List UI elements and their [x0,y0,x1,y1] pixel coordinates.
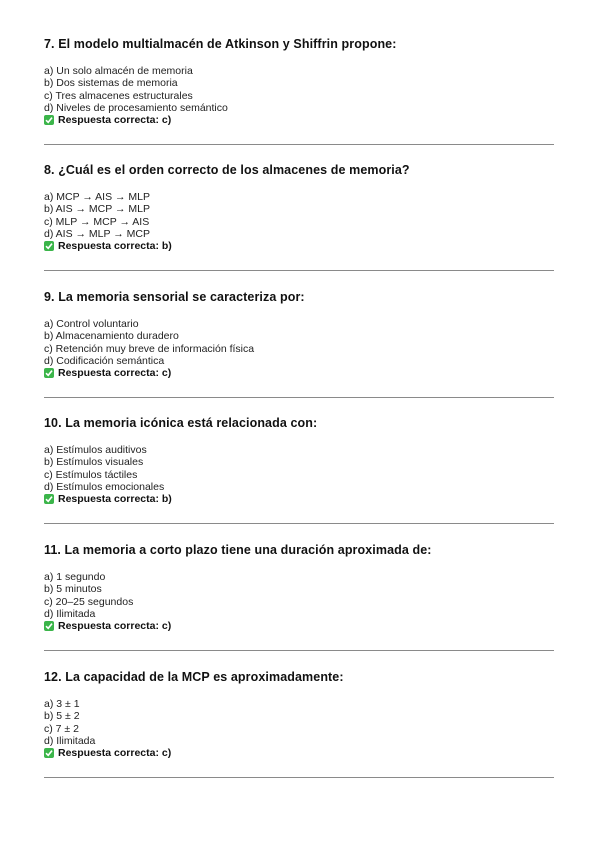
correct-answer-text: Respuesta correcta: c) [58,114,172,127]
option-c: c) Tres almacenes estructurales [44,89,193,102]
question-block [44,36,554,127]
correct-answer-text: Respuesta correcta: b) [58,493,172,506]
check-mark-icon [44,621,54,631]
options-list [44,191,554,253]
options-list [44,318,554,380]
question-title: 11. La memoria a corto plazo tiene una duración aproximada de: [44,543,432,557]
correct-answer [44,620,554,633]
option-d: d) Ilimitada [44,734,96,747]
question-block [44,542,554,633]
option-b: b) Almacenamiento duradero [44,330,179,343]
divider [44,523,554,524]
question-block [44,289,554,380]
options-list [44,444,554,506]
option-a: a) 1 segundo [44,571,106,583]
check-mark-icon [44,115,54,125]
correct-answer-text: Respuesta correcta: c) [58,747,172,760]
option-c: c) Retención muy breve de información física [44,342,255,355]
option-c: c) Estímulos táctiles [44,468,138,481]
option-d: d) AIS → MLP → MCP [44,227,150,240]
check-mark-icon [44,494,54,504]
divider [44,397,554,398]
correct-answer [44,240,554,253]
question-title: 8. ¿Cuál es el orden correcto de los almacenes de memoria? [44,163,410,177]
option-d: d) Codificación semántica [44,354,165,367]
options-list [44,65,554,127]
question-block [44,669,554,760]
option-c: c) 7 ± 2 [44,722,79,735]
option-c: c) 20–25 segundos [44,595,134,608]
check-mark-icon [44,748,54,758]
divider [44,650,554,651]
options-list [44,698,554,760]
option-b: b) 5 ± 2 [44,710,80,723]
option-d: d) Niveles de procesamiento semántico [44,101,228,114]
correct-answer [44,367,554,380]
option-a: a) 3 ± 1 [44,698,80,710]
correct-answer-text: Respuesta correcta: b) [58,240,172,253]
check-mark-icon [44,368,54,378]
correct-answer [44,114,554,127]
question-title: 12. La capacidad de la MCP es aproximadamente: [44,670,344,684]
correct-answer [44,493,554,506]
option-d: d) Estímulos emocionales [44,480,165,493]
option-b: b) AIS → MCP → MLP [44,203,150,216]
question-title: 9. La memoria sensorial se caracteriza por: [44,290,305,304]
correct-answer-text: Respuesta correcta: c) [58,367,172,380]
divider [44,777,554,778]
option-a: a) Estímulos auditivos [44,444,147,456]
check-mark-icon [44,241,54,251]
correct-answer-text: Respuesta correcta: c) [58,620,172,633]
option-c: c) MLP → MCP → AIS [44,215,150,228]
question-title: 7. El modelo multialmacén de Atkinson y Shiffrin propone: [44,37,397,51]
option-d: d) Ilimitada [44,607,96,620]
option-a: a) Control voluntario [44,318,139,330]
divider [44,270,554,271]
option-b: b) Dos sistemas de memoria [44,77,178,90]
question-block [44,162,554,253]
option-b: b) Estímulos visuales [44,456,144,469]
option-a: a) MCP → AIS → MLP [44,191,150,203]
option-a: a) Un solo almacén de memoria [44,65,193,77]
question-block [44,415,554,506]
question-title: 10. La memoria icónica está relacionada con: [44,416,318,430]
correct-answer [44,747,554,760]
option-b: b) 5 minutos [44,583,102,596]
divider [44,144,554,145]
options-list [44,571,554,633]
